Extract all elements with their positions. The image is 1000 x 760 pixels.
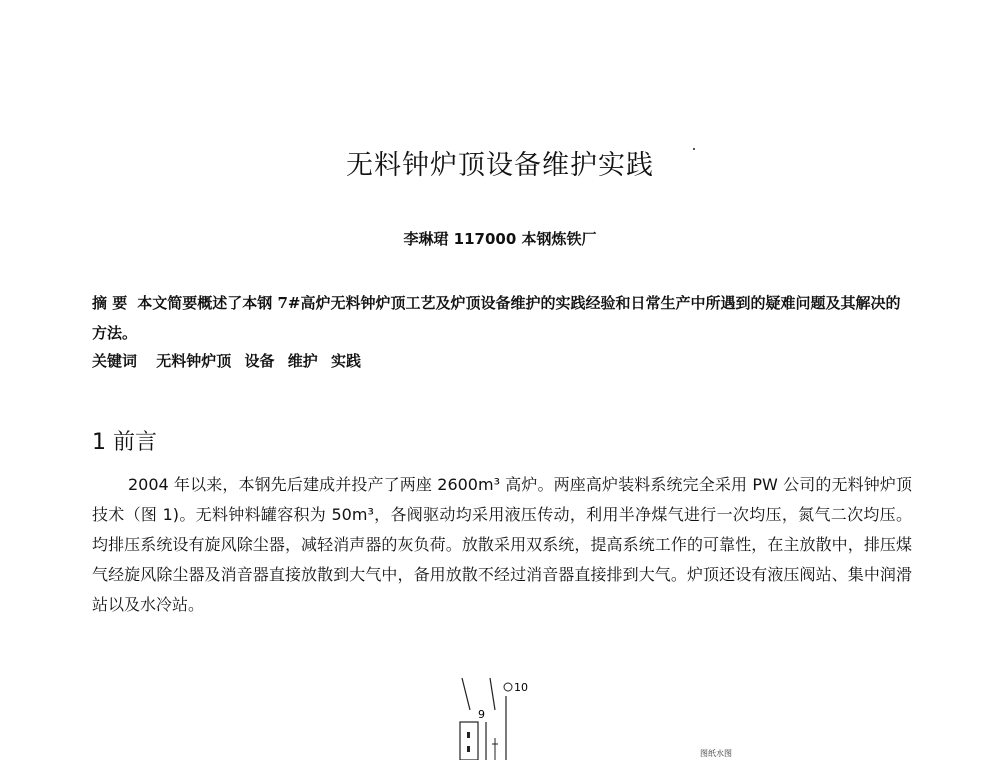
abstract-text: 本文简要概述了本钢 7#高炉无料钟炉顶工艺及炉顶设备维护的实践经验和日常生产中所遇到的疑难问题及其解决的方法。 <box>92 294 901 342</box>
figure-label-9: 9 <box>478 708 485 721</box>
abstract-block <box>92 288 912 348</box>
figure-mark <box>467 732 470 738</box>
figure-caption-fragment: 图纸水图 <box>700 749 732 758</box>
keywords-label: 关键词 <box>92 352 138 370</box>
figure-line <box>490 678 495 710</box>
section-paragraph: 2004 年以来，本钢先后建成并投产了两座 2600m³ 高炉。两座高炉装料系统完全采用 PW 公司的无料钟炉顶技术（图 1)。无料钟料罐容积为 50m³，各阀驱动均采用液压传动，利用半净煤气进行一次均压，氮气二次均压。均排压系统设有旋风除尘器，减轻消声器的灰负荷。放散采用双系统，提高系统工作的可靠性，在主放散中，排压煤气经旋风除尘器及消音器直接放散到大气中，备用放散不经过消音器直接排到大气。炉顶还设有液压阀站、集中润滑站以及水冷站。 <box>92 475 912 614</box>
keyword-item: 设备 <box>244 352 275 370</box>
keyword-item: 无料钟炉顶 <box>156 352 232 370</box>
figure-line <box>462 678 470 710</box>
author-line: 李琳珺 117000 本钢炼铁厂 <box>403 230 597 248</box>
figure-1-diagram <box>440 670 740 760</box>
abstract-label: 摘 要 <box>92 294 128 312</box>
keyword-item: 维护 <box>287 352 318 370</box>
section-heading: 1 前言 <box>92 430 157 455</box>
keywords-block <box>92 350 369 371</box>
figure-vessel <box>460 722 478 760</box>
scan-artifact-dot <box>693 148 695 150</box>
figure-symbol <box>504 683 512 691</box>
page-title: 无料钟炉顶设备维护实践 <box>346 150 654 181</box>
figure-label-10: 10 <box>514 681 528 694</box>
keyword-item: 实践 <box>331 352 362 370</box>
figure-mark <box>467 746 470 752</box>
